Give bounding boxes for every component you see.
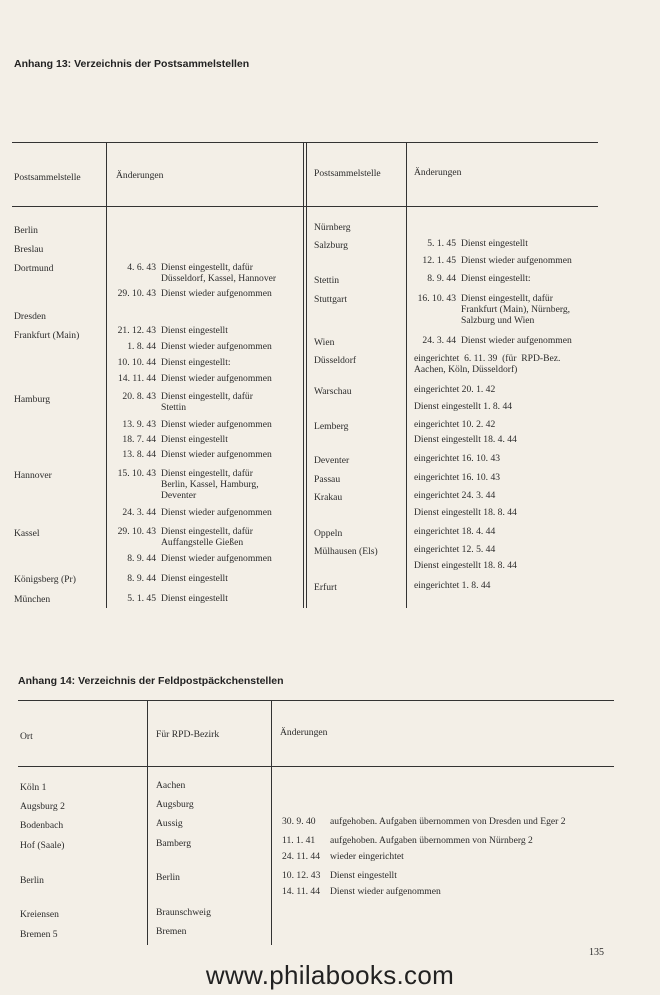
annex13-header-rule	[12, 206, 598, 207]
change-text: Dienst wieder aufgenommen	[161, 419, 272, 430]
ort-name: Kreiensen	[20, 909, 59, 920]
change-text: Dienst eingestellt, dafür Berlin, Kassel, Hamburg, Deventer	[161, 468, 259, 501]
change-text: aufgehoben. Aufgaben übernommen von Nürnberg 2	[330, 835, 533, 846]
change-date: 1. 8. 44	[127, 341, 156, 352]
change-text: Dienst eingestellt	[161, 325, 228, 336]
place-name: Lemberg	[314, 421, 349, 432]
place-name: Nürnberg	[314, 222, 351, 233]
change-text: Dienst wieder aufgenommen	[161, 553, 272, 564]
bezirk-name: Bremen	[156, 926, 187, 937]
place-name: Krakau	[314, 492, 343, 503]
change-text: eingerichtet 16. 10. 43	[414, 453, 501, 464]
change-date: 8. 9. 44	[127, 573, 156, 584]
page-number: 135	[589, 947, 604, 958]
change-text: Dienst eingestellt	[461, 238, 528, 249]
ort-name: Bodenbach	[20, 820, 64, 831]
place-name: Hamburg	[14, 394, 51, 405]
change-text: eingerichtet 18. 4. 44	[414, 526, 496, 537]
ort-name: Hof (Saale)	[20, 840, 65, 851]
annex14-col-divider-1	[147, 700, 148, 945]
change-text: Dienst eingestellt 1. 8. 44	[414, 401, 513, 412]
annex13-header-aenderungen-right: Änderungen	[414, 167, 462, 178]
change-text: Dienst eingestellt 18. 8. 44	[414, 560, 517, 571]
change-date: 30. 9. 40	[282, 816, 316, 827]
change-text: eingerichtet 10. 2. 42	[414, 419, 496, 430]
change-date: 24. 11. 44	[282, 851, 321, 862]
change-text: Dienst wieder aufgenommen	[461, 255, 572, 266]
change-text: eingerichtet 12. 5. 44	[414, 544, 496, 555]
place-name: Kassel	[14, 528, 40, 539]
place-name: Düsseldorf	[314, 355, 357, 366]
change-text: eingerichtet 6. 11. 39 (für RPD-Bez. Aachen, Köln, Düsseldorf)	[414, 353, 561, 375]
bezirk-name: Augsburg	[156, 799, 194, 810]
bezirk-name: Aussig	[156, 818, 183, 829]
annex13-table-top-rule	[12, 142, 598, 143]
ort-name: Köln 1	[20, 782, 47, 793]
change-date: 4. 6. 43	[127, 262, 156, 273]
change-date: 8. 9. 44	[127, 553, 156, 564]
place-name: Passau	[314, 474, 341, 485]
change-text: Dienst eingestellt 18. 8. 44	[414, 507, 517, 518]
change-text: Dienst wieder aufgenommen	[161, 288, 272, 299]
place-name: Dresden	[14, 311, 46, 322]
change-text: eingerichtet 16. 10. 43	[414, 472, 501, 483]
change-text: Dienst eingestellt	[330, 870, 397, 881]
annex14-header-ort: Ort	[20, 731, 33, 742]
change-date: 14. 11. 44	[117, 373, 156, 384]
annex13-title: Anhang 13: Verzeichnis der Postsammelstellen	[14, 58, 250, 70]
change-date: 12. 1. 45	[422, 255, 456, 266]
place-name: Hannover	[14, 470, 52, 481]
place-name: Oppeln	[314, 528, 343, 539]
change-date: 8. 9. 44	[427, 273, 456, 284]
change-text: Dienst eingestellt	[161, 593, 228, 604]
footer-url: www.philabooks.com	[205, 960, 455, 990]
place-name: München	[14, 594, 51, 605]
annex13-header-aenderungen-left: Änderungen	[116, 170, 164, 181]
place-name: Berlin	[14, 225, 38, 236]
change-text: Dienst wieder aufgenommen	[161, 507, 272, 518]
change-date: 5. 1. 45	[427, 238, 456, 249]
place-name: Dortmund	[14, 263, 54, 274]
annex13-header-postsammelstelle-right: Postsammelstelle	[314, 168, 381, 179]
annex13-col-divider-2	[303, 142, 304, 608]
place-name: Wien	[314, 337, 335, 348]
change-text: eingerichtet 24. 3. 44	[414, 490, 496, 501]
annex13-header-postsammelstelle-left: Postsammelstelle	[14, 172, 81, 183]
annex14-header-aenderungen: Änderungen	[280, 727, 328, 738]
change-date: 13. 8. 44	[122, 449, 156, 460]
change-date: 15. 10. 43	[117, 468, 156, 479]
change-text: aufgehoben. Aufgaben übernommen von Dresden und Eger 2	[330, 816, 566, 827]
annex14-table-top-rule	[18, 700, 614, 701]
change-text: Dienst wieder aufgenommen	[161, 341, 272, 352]
annex14-col-divider-2	[271, 700, 272, 945]
change-text: Dienst eingestellt	[161, 573, 228, 584]
change-date: 20. 8. 43	[122, 391, 156, 402]
ort-name: Bremen 5	[20, 929, 58, 940]
change-date: 16. 10. 43	[417, 293, 456, 304]
change-text: Dienst eingestellt 18. 4. 44	[414, 434, 517, 445]
change-text: eingerichtet 20. 1. 42	[414, 384, 496, 395]
bezirk-name: Berlin	[156, 872, 180, 883]
change-date: 10. 12. 43	[282, 870, 321, 881]
change-date: 10. 10. 44	[117, 357, 156, 368]
place-name: Breslau	[14, 244, 44, 255]
change-text: Dienst eingestellt, dafür Auffangstelle Gießen	[161, 526, 253, 548]
ort-name: Augsburg 2	[20, 801, 65, 812]
change-text: Dienst wieder aufgenommen	[161, 373, 272, 384]
bezirk-name: Bamberg	[156, 838, 191, 849]
change-date: 24. 3. 44	[422, 335, 456, 346]
place-name: Stuttgart	[314, 294, 348, 305]
change-date: 11. 1. 41	[282, 835, 316, 846]
change-date: 29. 10. 43	[117, 288, 156, 299]
place-name: Salzburg	[314, 240, 348, 251]
annex13-col-divider-2b	[306, 142, 307, 608]
annex14-header-bezirk: Für RPD-Bezirk	[156, 729, 220, 740]
change-date: 24. 3. 44	[122, 507, 156, 518]
change-text: Dienst wieder aufgenommen	[461, 335, 572, 346]
place-name: Deventer	[314, 455, 350, 466]
change-text: wieder eingerichtet	[330, 851, 404, 862]
change-date: 21. 12. 43	[117, 325, 156, 336]
place-name: Königsberg (Pr)	[14, 574, 76, 585]
annex14-title: Anhang 14: Verzeichnis der Feldpostpäckchenstellen	[18, 675, 284, 687]
bezirk-name: Braunschweig	[156, 907, 211, 918]
change-text: Dienst eingestellt, dafür Frankfurt (Main), Nürnberg, Salzburg und Wien	[461, 293, 571, 326]
change-text: Dienst eingestellt, dafür Stettin	[161, 391, 253, 413]
place-name: Erfurt	[314, 582, 337, 593]
bezirk-name: Aachen	[156, 780, 186, 791]
change-date: 18. 7. 44	[122, 434, 156, 445]
change-text: eingerichtet 1. 8. 44	[414, 580, 491, 591]
change-text: Dienst eingestellt:	[161, 357, 231, 368]
change-text: Dienst eingestellt, dafür Düsseldorf, Kassel, Hannover	[161, 262, 277, 284]
annex13-col-divider-3	[406, 142, 407, 608]
change-date: 5. 1. 45	[127, 593, 156, 604]
change-text: Dienst eingestellt	[161, 434, 228, 445]
change-text: Dienst eingestellt:	[461, 273, 531, 284]
place-name: Frankfurt (Main)	[14, 330, 80, 341]
place-name: Stettin	[314, 275, 340, 286]
ort-name: Berlin	[20, 875, 44, 886]
change-text: Dienst wieder aufgenommen	[330, 886, 441, 897]
change-text: Dienst wieder aufgenommen	[161, 449, 272, 460]
change-date: 29. 10. 43	[117, 526, 156, 537]
place-name: Mülhausen (Els)	[314, 546, 378, 557]
annex14-header-rule	[18, 766, 614, 767]
place-name: Warschau	[314, 386, 352, 397]
change-date: 13. 9. 43	[122, 419, 156, 430]
change-date: 14. 11. 44	[282, 886, 321, 897]
